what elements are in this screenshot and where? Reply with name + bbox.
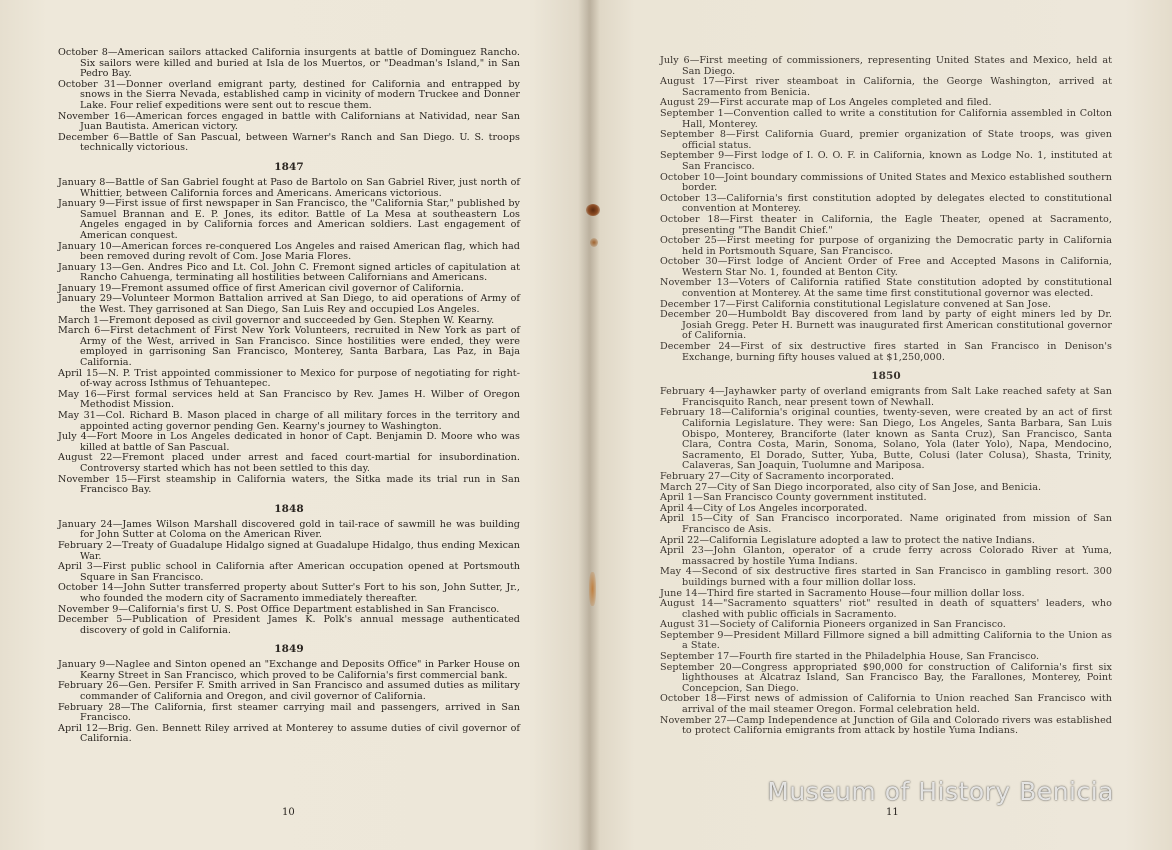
chronology-entry: June 14—Third fire started in Sacramento House—four million dollar loss. xyxy=(660,587,1025,599)
right-page xyxy=(588,0,1172,850)
chronology-entry: August 31—Society of California Pioneers organized in San Francisco. xyxy=(660,619,1006,631)
chronology-entry: October 14—John Sutter transferred property about Sutter's Fort to his son, John Sutter, Jr., who founded the modern city of Sacramento immediately thereafter. xyxy=(58,582,520,604)
chronology-entry: January 10—American forces re-conquered Los Angeles and raised American flag, which had been removed during revolt of Com. Jose Maria Flores. xyxy=(58,240,520,263)
chronology-entry: November 13—Voters of California ratified State constitution adopted by constitutional convention at Monterey. At the same time first constitutional governor was elected. xyxy=(660,277,1112,300)
chronology-entry: February 28—The California, first steamer carrying mail and passengers, arrived in San Francisco. xyxy=(58,701,520,724)
chronology-entry: September 9—First lodge of I. O. O. F. in California, known as Lodge No. 1, instituted at San Francisco. xyxy=(660,150,1112,172)
chronology-entry: October 13—California's first constitution adopted by delegates elected to constitutional convention at Monterey. xyxy=(660,192,1112,215)
chronology-entry: September 9—President Millard Fillmore signed a bill admitting California to the Union as a State. xyxy=(660,629,1112,652)
year-heading-1848: 1848 xyxy=(274,502,304,515)
chronology-entry: February 26—Gen. Persifer F. Smith arrived in San Francisco and assumed duties as military commander of California and Oregon, and civil governor of California. xyxy=(58,680,520,703)
chronology-entry: May 16—First formal services held at San Francisco by Rev. James H. Wilber of Oregon Methodist Mission. xyxy=(58,388,520,411)
chronology-entry: April 15—N. P. Trist appointed commissioner to Mexico for purpose of negotiating for right-of-way across Isthmus of Tehuantepec. xyxy=(58,367,520,390)
chronology-entry: December 6—Battle of San Pascual, between Warner's Ranch and San Diego. U. S. troops technically victorious. xyxy=(58,131,520,154)
entries-1846-list xyxy=(58,48,520,154)
chronology-entry: October 30—First lodge of Ancient Order of Free and Accepted Masons in California, Western Star No. 1, founded at Benton City. xyxy=(660,256,1112,278)
chronology-entry: November 9—California's first U. S. Post Office Department established in San Francisco. xyxy=(58,603,500,615)
chronology-entry: October 25—First meeting for purpose of organizing the Democratic party in California held in Portsmouth Square, San Francisco. xyxy=(660,235,1112,257)
chronology-entry: February 18—California's original counties, twenty-seven, were created by an act of first California Legislature. They were: San Diego, Los Angeles, Santa Barbara, San Luis Obispo, Monterey, Branciforte (later known as Santa Cruz), San Francisco, Santa Clara, Contra Costa, Marin, Sonoma, Solano, Yola (later Yolo), Napa, Mendocino, Sacramento, El Dorado, Sutter, Yuba, Butte, Colusi (later Colusa), Shasta, Trinity, Calaveras, San Joaquin, Tuolumne and Mariposa. xyxy=(660,407,1112,472)
chronology-entry: November 15—First steamship in California waters, the Sitka made its trial run in San Francisco Bay. xyxy=(58,473,520,496)
chronology-entry: April 23—John Glanton, operator of a crude ferry across Colorado River at Yuma, massacred by hostile Yuma Indians. xyxy=(660,545,1112,567)
chronology-entry: April 1—San Francisco County government instituted. xyxy=(660,492,927,504)
entries-1849-list xyxy=(58,660,520,745)
chronology-entry: February 27—City of Sacramento incorporated. xyxy=(660,470,895,482)
rust-stain xyxy=(586,204,600,216)
chronology-entry: April 12—Brig. Gen. Bennett Riley arrived at Monterey to assume duties of civil governor of California. xyxy=(58,722,520,745)
chronology-entry: May 4—Second of six destructive fires started in San Francisco in gambling resort. 300 buildings burned with a four million dollar loss. xyxy=(660,566,1112,588)
year-heading-1847: 1847 xyxy=(274,160,304,173)
chronology-entry: March 27—City of San Diego incorporated, also city of San Jose, and Benicia. xyxy=(660,481,1042,493)
chronology-entry: January 19—Fremont assumed office of first American civil governor of California. xyxy=(58,282,465,294)
chronology-entry: February 2—Treaty of Guadalupe Hidalgo signed at Guadalupe Hidalgo, thus ending Mexican War. xyxy=(58,539,520,562)
chronology-entry: October 18—First theater in California, the Eagle Theater, opened at Sacramento, presenting "The Bandit Chief." xyxy=(660,213,1112,236)
chronology-entry: September 17—Fourth fire started in the Philadelphia House, San Francisco. xyxy=(660,651,1040,663)
chronology-entry: December 17—First California constitutional Legislature convened at San Jose. xyxy=(660,298,1052,310)
chronology-entry: September 1—Convention called to write a constitution for California assembled in Colton Hall, Monterey. xyxy=(660,107,1112,130)
chronology-entry: October 8—American sailors attacked California insurgents at battle of Dominguez Rancho. Six sailors were killed and buried at Isla de los Muertos, or "Deadman's Island," in San Pedro Bay. xyxy=(58,47,520,80)
chronology-entry: April 3—First public school in California after American occupation opened at Portsmouth Square in San Francisco. xyxy=(58,561,520,583)
chronology-entry: August 22—Fremont placed under arrest and faced court-martial for insubordination. Controversy started which has not been settled to this day. xyxy=(58,452,520,474)
chronology-entry: October 18—First news of admission of California to Union reached San Francisco with arrival of the mail steamer Oregon. Formal celebration held. xyxy=(660,693,1112,716)
chronology-entry: August 29—First accurate map of Los Angeles completed and filed. xyxy=(660,97,992,109)
chronology-entry: September 20—Congress appropriated $90,000 for construction of California's first six lighthouses at Alcatraz Island, San Francisco Bay, the Farallones, Monterey, Point Concepcion, San Diego. xyxy=(660,661,1112,694)
rust-stain xyxy=(589,572,596,606)
chronology-entry: January 13—Gen. Andres Pico and Lt. Col. John C. Fremont signed articles of capitulation at Rancho Cahuenga, terminating all hostilities between Californians and Americans. xyxy=(58,261,520,284)
entries-1847-list xyxy=(58,178,520,496)
year-heading-1849: 1849 xyxy=(274,643,304,656)
page-number-right: 11 xyxy=(886,807,899,818)
chronology-entry: July 4—Fort Moore in Los Angeles dedicated in honor of Capt. Benjamin D. Moore who was killed at battle of San Pascual. xyxy=(58,431,520,453)
chronology-entry: February 4—Jayhawker party of overland emigrants from Salt Lake reached safety at San Francisquito Ranch, near present town of Newhall. xyxy=(660,386,1112,408)
chronology-entry: January 24—James Wilson Marshall discovered gold in tail-race of sawmill he was building for John Sutter at Coloma on the American River. xyxy=(58,518,520,541)
chronology-entry: April 4—City of Los Angeles incorporated. xyxy=(660,502,868,514)
book-gutter xyxy=(578,0,600,850)
chronology-entry: October 31—Donner overland emigrant party, destined for California and entrapped by snows in the Sierra Nevada, established camp in vicinity of modern Truckee and Donner Lake. Four relief expeditions were sent out to rescue them. xyxy=(58,78,520,111)
chronology-entry: April 15—City of San Francisco incorporated. Name originated from mission of San Francisco de Asis. xyxy=(660,513,1112,535)
chronology-entry: November 16—American forces engaged in battle with Californians at Natividad, near San Juan Bautista. American victory. xyxy=(58,110,520,133)
chronology-entry: March 1—Fremont deposed as civil governor and succeeded by Gen. Stephen W. Kearny. xyxy=(58,314,495,326)
chronology-entry: March 6—First detachment of First New York Volunteers, recruited in New York as part of Army of the West, arrived in San Francisco. Since hostilities were ended, they were employed in garrisoning San Francisco, Monterey, Santa Barbara, Las Paz, in Baja California. xyxy=(58,325,520,369)
chronology-entry: January 9—Naglee and Sinton opened an "Exchange and Deposits Office" in Parker House on Kearny Street in San Francisco, which proved to be California's first commercial bank. xyxy=(58,659,520,681)
chronology-entry: January 8—Battle of San Gabriel fought at Paso de Bartolo on San Gabriel River, just north of Whittier, between California forces and Americans. Americans victorious. xyxy=(58,176,520,199)
museum-watermark: Museum of History Benicia xyxy=(767,777,1114,806)
chronology-entry: January 29—Volunteer Mormon Battalion arrived at San Diego, to aid operations of Army of the West. They garrisoned at San Diego, San Luis Rey and occupied Los Angeles. xyxy=(58,293,520,316)
chronology-entry: August 17—First river steamboat in California, the George Washington, arrived at Sacramento from Benicia. xyxy=(660,76,1112,98)
chronology-entry: September 8—First California Guard, premier organization of State troops, was given official status. xyxy=(660,129,1112,151)
entries-1850-list xyxy=(660,387,1112,737)
rust-stain xyxy=(590,238,598,247)
chronology-entry: December 20—Humboldt Bay discovered from land by party of eight miners led by Dr. Josiah Gregg. Peter H. Burnett was inaugurated first American constitutional governor of California. xyxy=(660,309,1112,342)
entries-1848-list xyxy=(58,520,520,637)
chronology-entry: January 9—First issue of first newspaper in San Francisco, the "California Star," published by Samuel Brannan and E. P. Jones, its editor. Battle of La Mesa at southeastern Los Angeles engaged in by California forces and American soldiers. Last engagement of American conquest. xyxy=(58,198,520,241)
left-page-text xyxy=(58,48,520,745)
chronology-entry: December 5—Publication of President James K. Polk's annual message authenticated discovery of gold in California. xyxy=(58,614,520,636)
page-number-left: 10 xyxy=(282,807,295,818)
chronology-entry: August 14—"Sacramento squatters' riot" resulted in death of squatters' leaders, who clashed with public officials in Sacramento. xyxy=(660,598,1112,620)
chronology-entry: April 22—California Legislature adopted a law to protect the native Indians. xyxy=(660,534,1035,546)
chronology-entry: December 24—First of six destructive fires started in San Francisco in Denison's Exchange, burning fifty houses valued at $1,250,000. xyxy=(660,341,1112,363)
chronology-entry: November 27—Camp Independence at Junction of Gila and Colorado rivers was established to protect California emigrants from attack by hostile Yuma Indians. xyxy=(660,714,1112,737)
chronology-entry: October 10—Joint boundary commissions of United States and Mexico established southern border. xyxy=(660,171,1112,194)
chronology-entry: July 6—First meeting of commissioners, representing United States and Mexico, held at San Diego. xyxy=(660,55,1112,77)
chronology-entry: May 31—Col. Richard B. Mason placed in charge of all military forces in the territory and appointed acting governor pending Gen. Kearny's journey to Washington. xyxy=(58,410,520,432)
entries-1849-continued-list xyxy=(660,56,1112,363)
right-page-text xyxy=(660,56,1112,737)
year-heading-1850: 1850 xyxy=(871,370,901,383)
